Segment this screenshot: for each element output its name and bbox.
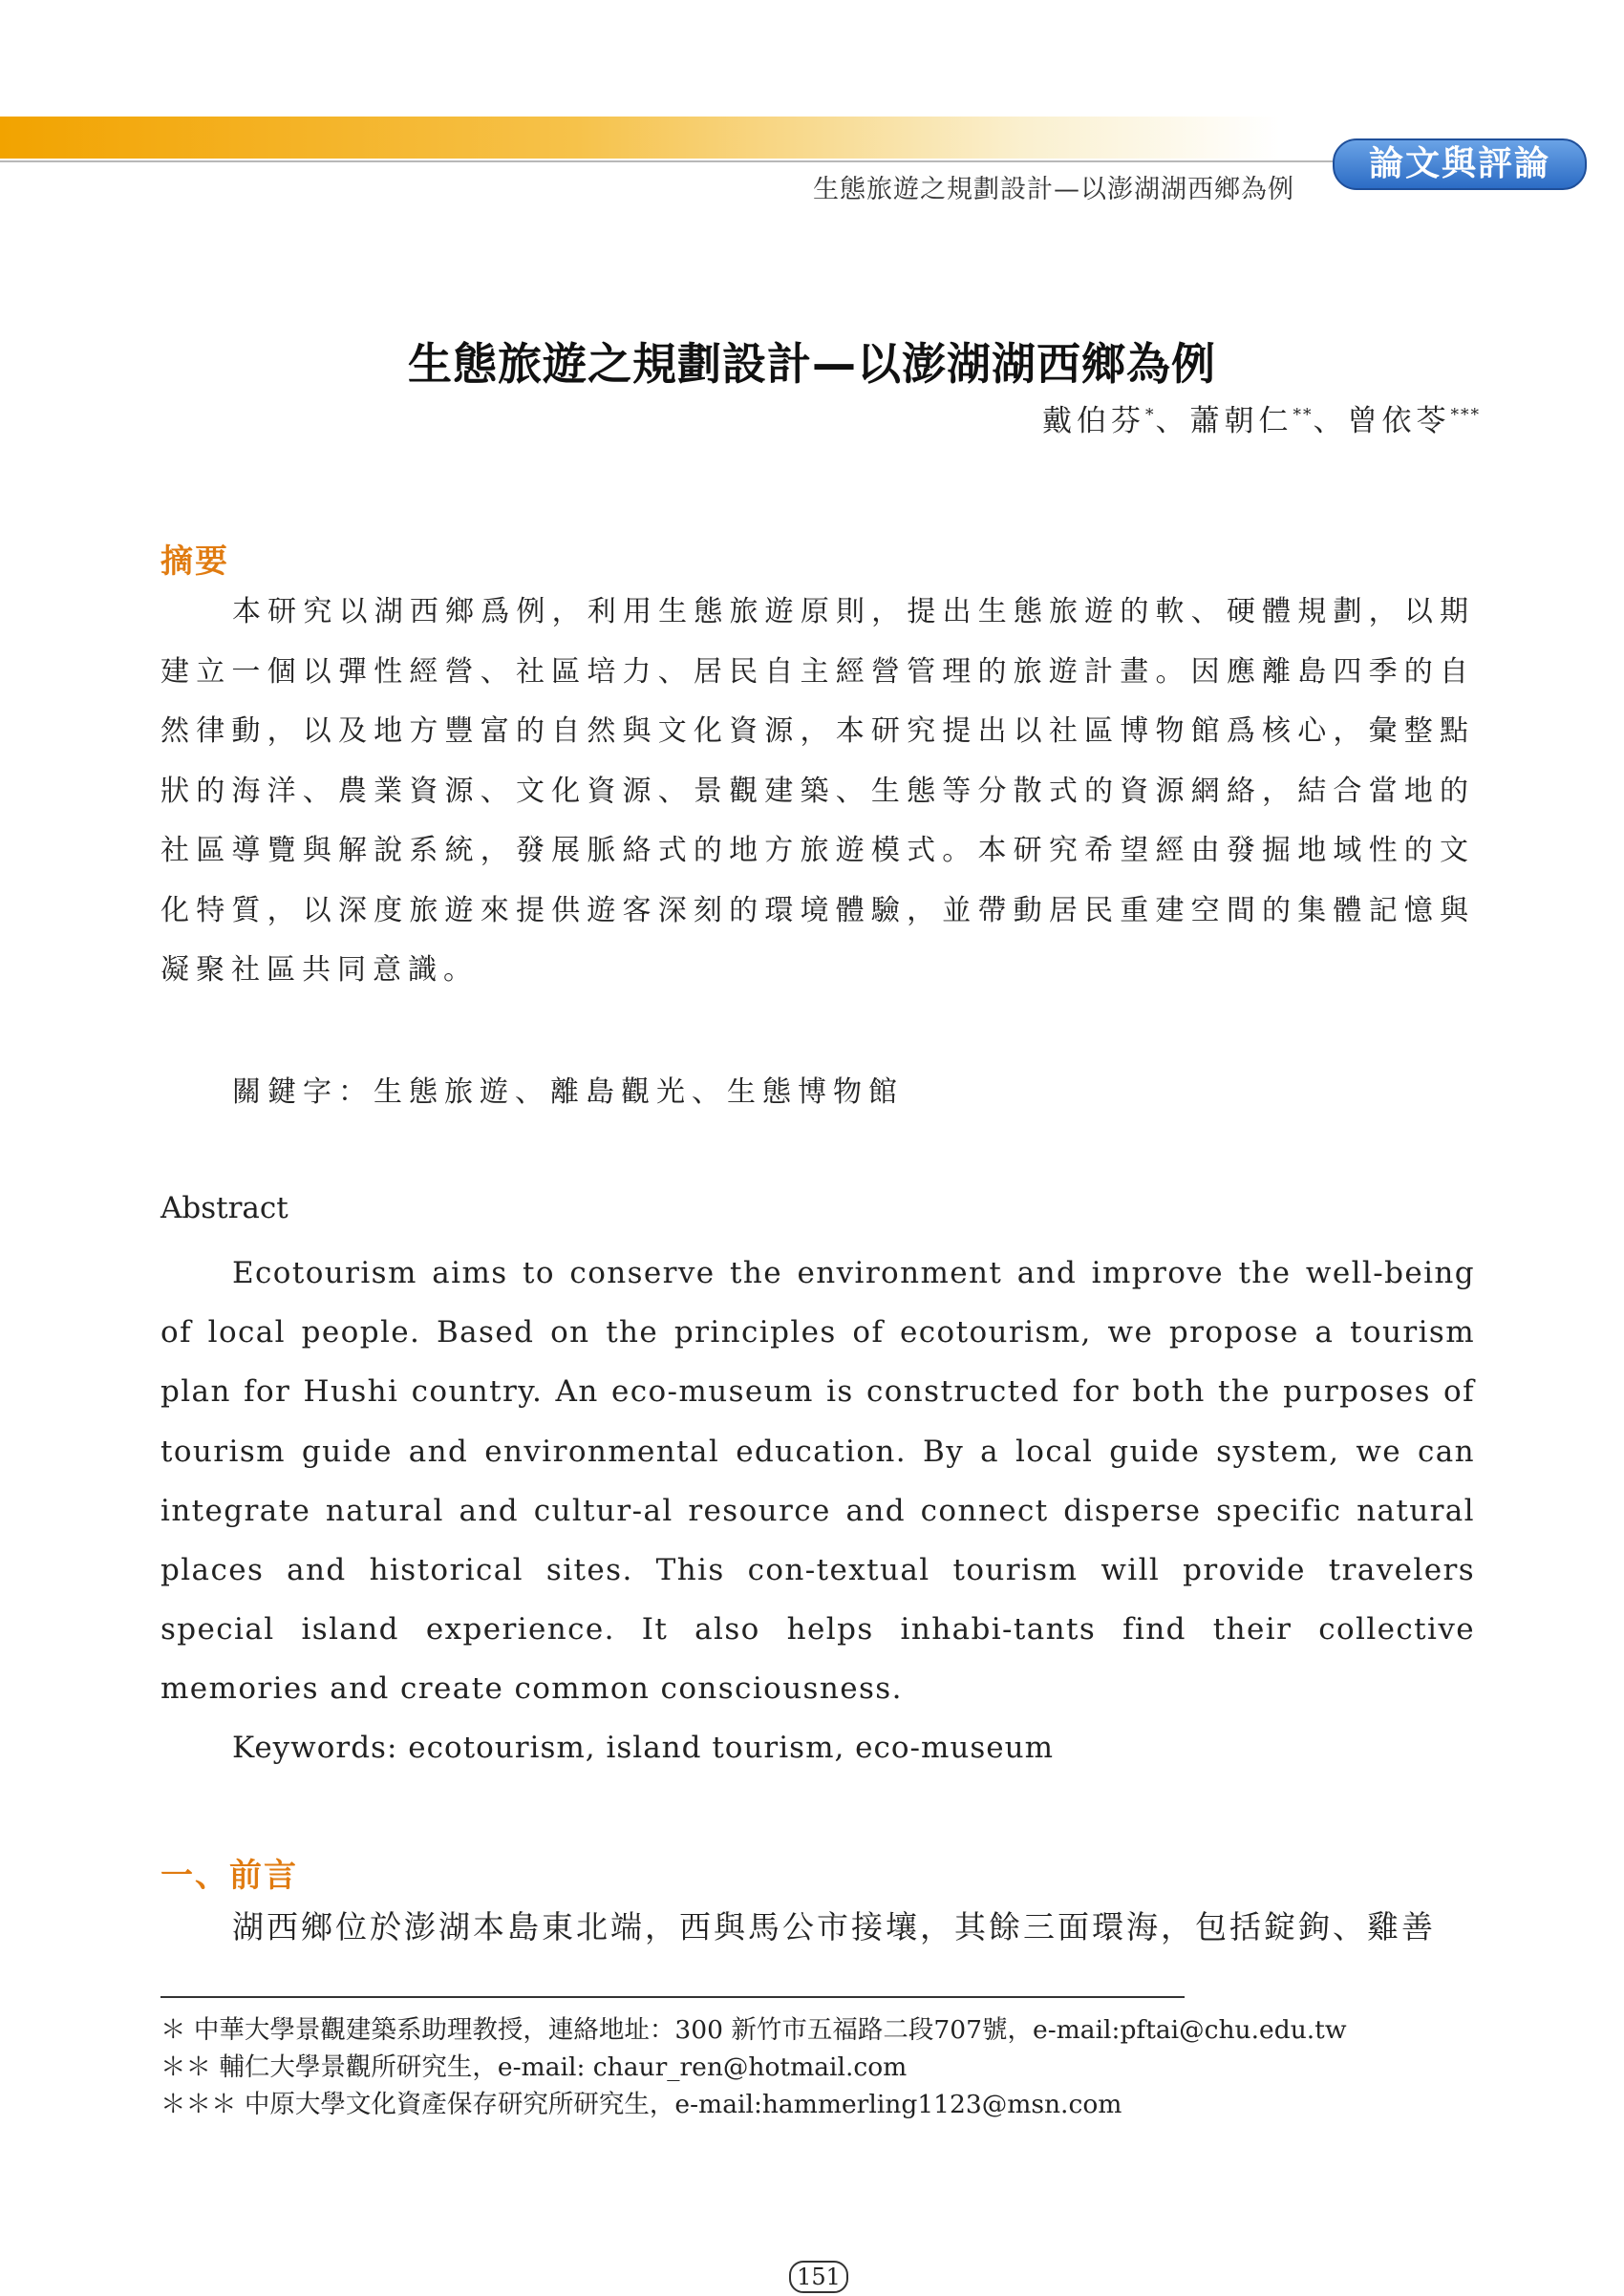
page-number: 151 (789, 2261, 848, 2293)
running-title: 生態旅遊之規劃設計—以澎湖湖西鄉為例 (813, 175, 1294, 204)
author-mark: ** (1293, 405, 1314, 425)
footnote-2: ＊＊ 輔仁大學景觀所研究生，e-mail: chaur_ren@hotmail.com (160, 2052, 908, 2082)
header-gradient-bar (0, 117, 1280, 159)
abstract-zh-heading: 摘要 (160, 542, 229, 581)
keywords-zh: 關鍵字：生態旅遊、離島觀光、生態博物館 (232, 1075, 904, 1109)
header-rule (0, 160, 1337, 162)
author-name: 戴伯芬 (1042, 404, 1145, 438)
footnote-rule (160, 1996, 1185, 1998)
keywords-en: Keywords: ecotourism, island tourism, eco-museum (232, 1731, 1054, 1765)
section1-first-line: 湖西鄉位於澎湖本島東北端，西與馬公市接壤，其餘三面環海，包括錠鉤、雞善 (232, 1908, 1436, 1945)
author-separator: 、 (1313, 404, 1348, 438)
section1-heading: 一、前言 (160, 1857, 298, 1895)
author-mark: *** (1450, 405, 1481, 425)
footnotes (160, 2011, 1347, 2123)
abstract-en-heading: Abstract (160, 1191, 288, 1225)
section-tag: 論文與評論 (1333, 138, 1587, 190)
author-name: 蕭朝仁 (1189, 404, 1293, 438)
author-mark: * (1145, 405, 1156, 425)
author-name: 曾依苓 (1347, 404, 1451, 438)
author-separator: 、 (1155, 404, 1190, 438)
paper-title: 生態旅遊之規劃設計—以澎湖湖西鄉為例 (408, 338, 1216, 390)
footnote-3: ＊＊＊ 中原大學文化資產保存研究所研究生，e-mail:hammerling1123@msn.com (160, 2090, 1122, 2119)
footnote-1: ＊ 中華大學景觀建築系助理教授，連絡地址：300 新竹市五福路二段707號，e-mail:pftai@chu.edu.tw (160, 2015, 1347, 2045)
abstract-zh-body: 本研究以湖西鄉爲例，利用生態旅遊原則，提出生態旅遊的軟、硬體規劃，以期建立一個以彈性經營、社區培力、居民自主經營管理的旅遊計畫。因應離島四季的自然律動，以及地方豐富的自然與文化資源，本研究提出以社區博物館爲核心，彙整點狀的海洋、農業資源、文化資源、景觀建築、生態等分散式的資源網絡，結合當地的社區導覽與解說系統，發展脈絡式的地方旅遊模式。本研究希望經由發掘地域性的文化特質，以深度旅遊來提供遊客深刻的環境體驗，並帶動居民重建空間的集體記憶與凝聚社區共同意識。 (160, 595, 1475, 987)
abstract-en-body: Ecotourism aims to conserve the environment and improve the well-being of local people. Based on the principles of ecotourism, we propose a tourism plan for Hushi country. An eco-museum is constructed for both the purposes of tourism guide and environmental education. By a local guide system, we can integrate natural and cultur-al resource and connect disperse specific natural places and historical sites. This con-textual tourism will provide travelers special island experience. It also helps inhabi-tants find their collective memories and create common consciousness. (160, 1256, 1475, 1707)
author-line (1042, 396, 1481, 439)
